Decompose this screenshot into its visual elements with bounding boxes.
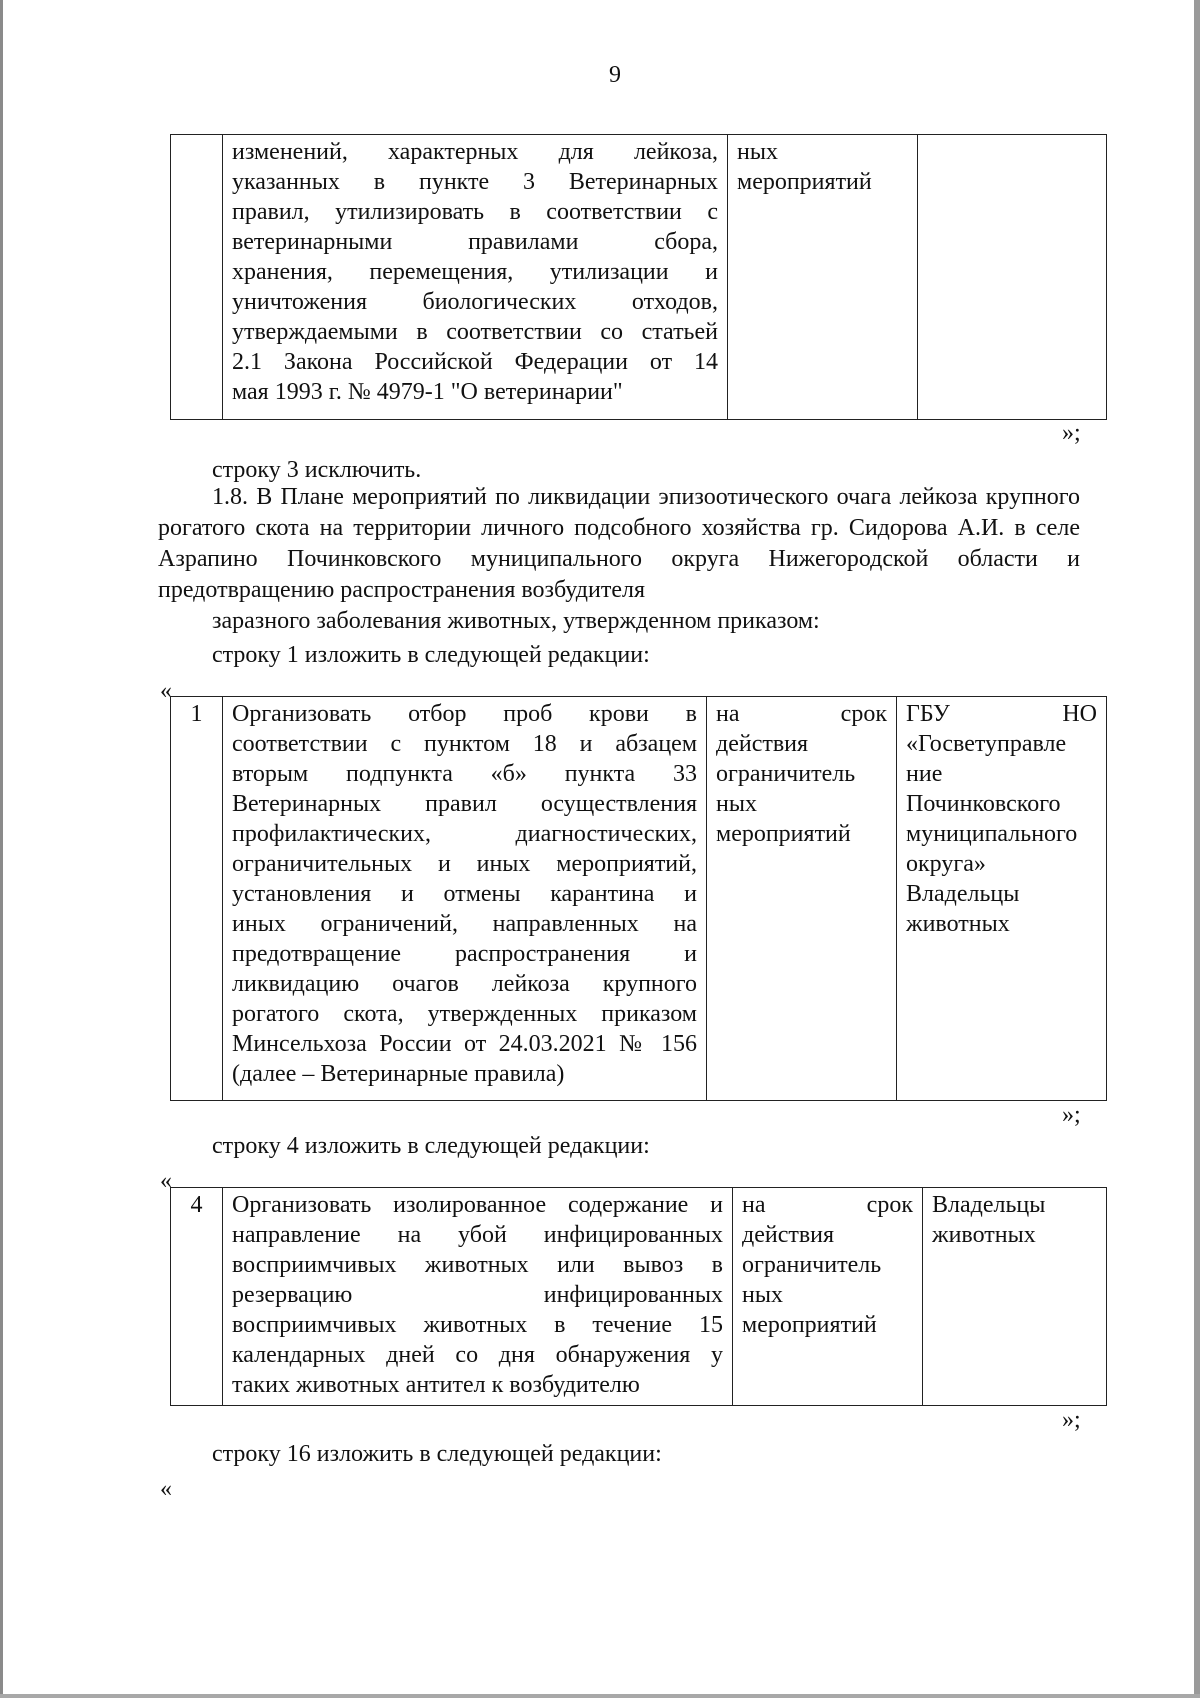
cell-line: мероприятий [737,169,872,195]
cell-line: ограничитель [742,1252,882,1278]
cell-line: предотвращение распространения и [232,941,697,967]
scan-edge-left [0,0,3,1698]
instruction-row-4: строку 4 изложить в следующей редакции: [212,1133,650,1159]
opening-quote: « [160,1476,172,1502]
paragraph-text: 1.8. В Плане мероприятий по ликвидации эпизоотического очага лейкоза крупного рогатого скота на территории личного подсобного хозяйства гр. Сидорова А.И. в селе Азрапино Починковского муниципального округа Нижегородской области и предотвращению распространения возбудителя [158,484,1080,603]
cell-line: на срок [716,701,887,727]
table-row-1 [170,696,1107,1101]
cell-line: ние [906,761,943,787]
cell-line: указанных в пункте 3 Ветеринарных [232,169,718,195]
page-number: 9 [609,62,621,88]
cell-line: таких животных антител к возбудителю [232,1372,640,1398]
cell-line: ГБУ НО [906,701,1097,727]
cell-line: Владельцы [906,881,1020,907]
cell-line: «Госветуправле [906,731,1067,757]
cell-line: иных ограничений, направленных на [232,911,697,937]
table-row [171,697,1107,1101]
cell-line: ограничительных и иных мероприятий, [232,851,697,877]
cell-measure [223,1188,733,1406]
cell-line: вторым подпункта «б» пункта 33 [232,761,697,787]
cell-line: календарных дней со дня обнаружения у [232,1342,723,1368]
cell-line: профилактических, диагностических, [232,821,697,847]
cell-line: рогатого скота, утвержденных приказом [232,1001,697,1027]
cell-line: правил, утилизировать в соответствии с [232,199,718,225]
cell-line: утверждаемыми в соответствии со статьей [232,319,718,345]
table-continuation [170,134,1107,420]
scan-edge-right [1194,0,1200,1698]
cell-line: ных [742,1282,783,1308]
cell-line: ных [737,139,778,165]
cell-line: установления и отмены карантина и [232,881,697,907]
cell-line: Починковского [906,791,1061,817]
cell-line: мая 1993 г. № 4979-1 "О ветеринарии" [232,379,623,405]
cell-deadline [728,135,918,420]
closing-quote: »; [1062,1102,1081,1128]
paragraph-1-8 [158,482,1080,637]
cell-number: 4 [171,1188,223,1406]
cell-line: изменений, характерных для лейкоза, [232,139,718,165]
instruction-row-1: строку 1 изложить в следующей редакции: [212,642,650,668]
cell-line: 2.1 Закона Российской Федерации от 14 [232,349,718,375]
cell-measure [223,135,728,420]
cell-line: Организовать отбор проб крови в [232,701,697,727]
cell-number: 1 [171,697,223,1101]
cell-line: ликвидацию очагов лейкоза крупного [232,971,697,997]
cell-line: резервацию инфицированных [232,1282,723,1308]
cell-line: муниципального [906,821,1078,847]
cell-line: округа» [906,851,986,877]
cell-line: животных [906,911,1010,937]
cell-line: мероприятий [716,821,851,847]
cell-line: животных [932,1222,1036,1248]
cell-deadline [733,1188,923,1406]
cell-line: ных [716,791,757,817]
closing-quote: »; [1062,420,1081,446]
cell-line: ограничитель [716,761,856,787]
cell-line: восприимчивых животных или вывоз в [232,1252,723,1278]
instruction-row-16: строку 16 изложить в следующей редакции: [212,1441,662,1467]
cell-line: действия [716,731,809,757]
cell-line: мероприятий [742,1312,877,1338]
cell-measure [223,697,707,1101]
paragraph-text-last: заразного заболевания животных, утвержденном приказом: [212,608,820,634]
cell-line: восприимчивых животных в течение 15 [232,1312,723,1338]
table-row [171,1188,1107,1406]
opening-quote: « [160,1168,172,1194]
cell-line: Организовать изолированное содержание и [232,1192,723,1218]
cell-line: ветеринарными правилами сбора, [232,229,718,255]
cell-line: направление на убой инфицированных [232,1222,723,1248]
cell-line: хранения, перемещения, утилизации и [232,259,718,285]
cell-line: уничтожения биологических отходов, [232,289,718,315]
closing-quote: »; [1062,1407,1081,1433]
cell-line: (далее – Ветеринарные правила) [232,1061,565,1087]
table-row-4 [170,1187,1107,1406]
cell-responsible [918,135,1107,420]
cell-line: Минсельхоза России от 24.03.2021 № 156 [232,1031,697,1057]
cell-deadline [707,697,897,1101]
scan-edge-bottom [0,1694,1200,1698]
cell-line: Ветеринарных правил осуществления [232,791,697,817]
opening-quote: « [160,678,172,704]
table-row [171,135,1107,420]
cell-responsible [897,697,1107,1101]
cell-line: соответствии с пунктом 18 и абзацем [232,731,697,757]
cell-line: на срок [742,1192,913,1218]
cell-line: действия [742,1222,835,1248]
instruction-exclude: строку 3 исключить. [212,457,422,483]
cell-line: Владельцы [932,1192,1046,1218]
cell-responsible [923,1188,1107,1406]
cell-number [171,135,223,420]
